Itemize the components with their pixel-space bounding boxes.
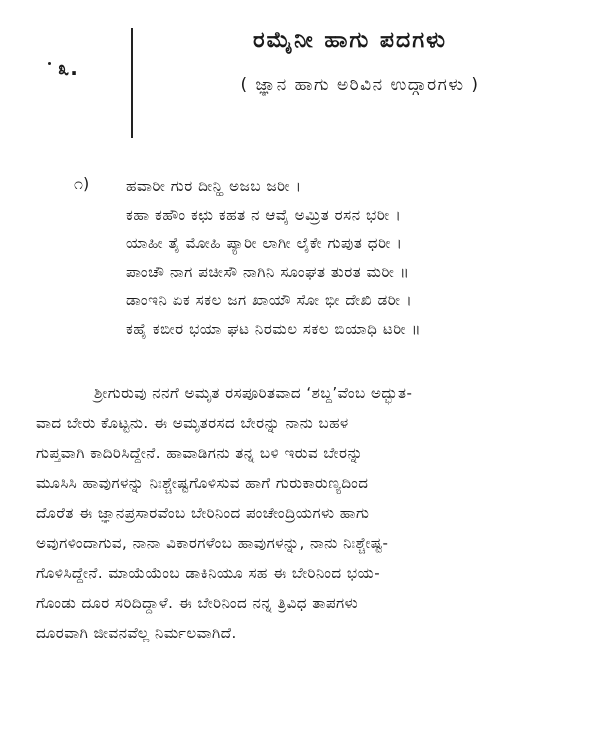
verse-lines <box>126 172 576 344</box>
commentary-line: ಮೂಸಿಸಿ ಹಾವುಗಳನ್ನು ನಿಃಶ್ಚೇಷ್ಟಗೊಳಿಸುವ ಹಾಗೆ ಗುರುಕಾರುಣ್ಯದಿಂದ <box>36 474 369 492</box>
verse-line: ಡಾಂಇನಿ ಏಕ ಸಕಲ ಜಗ ಖಾಯೌ ಸೋ ಭೀ ದೇಖಿ ಡರೀ । <box>126 291 413 310</box>
commentary-line: ದೂರವಾಗಿ ಜೀವನವೆಲ್ಲ ನಿರ್ಮಲವಾಗಿದೆ. <box>36 624 237 642</box>
verse-line: ಕಹಾ ಕಹೌಂ ಕಛು ಕಹತ ನ ಆವೈ ಅಮ್ರಿತ ರಸನ ಭರೀ । <box>126 205 402 224</box>
commentary-line: ಅವುಗಳಿಂದಾಗುವ, ನಾನಾ ವಿಕಾರಗಳೆಂಬ ಹಾವುಗಳನ್ನು, ನಾನು ನಿಃಶ್ಚೇಷ್ಟ- <box>36 534 389 552</box>
commentary-line: ವಾದ ಬೇರು ಕೊಟ್ಟನು. ಈ ಅಮೃತರಸದ ಬೇರನ್ನು ನಾನು ಬಹಳ <box>36 414 349 432</box>
commentary-line: ಗುಪ್ತವಾಗಿ ಕಾದಿರಿಸಿದ್ದೇನೆ. ಹಾವಾಡಿಗನು ತನ್ನ ಬಳಿ ಇರುವ ಬೇರನ್ನು <box>36 444 364 462</box>
commentary-line: ದೊರೆತ ಈ ಜ್ಞಾನಪ್ರಸಾರವೆಂಬ ಬೇರಿನಿಂದ ಪಂಚೇಂದ್ರಿಯಗಳು ಹಾಗು <box>36 504 370 522</box>
verse-line: ಯಾಹೀ ತೈ ಮೋಹಿ ಪ್ಯಾರೀ ಲಾಗೀ ಲೈಕೇ ಗುಪುತ ಧರೀ । <box>126 234 403 253</box>
verse-line: ಹವಾರೀ ಗುರ ದೀನ್ಹಿ ಅಜಬ ಜರೀ । <box>126 177 302 195</box>
chapter-subtitle: ( ಜ್ಞಾನ ಹಾಗು ಅರಿವಿನ ಉದ್ಗಾರಗಳು ) <box>240 75 480 95</box>
commentary-line: ಶ್ರೀಗುರುವು ನನಗೆ ಅಮೃತ ರಸಪೂರಿತವಾದ ‘ಶಬ್ದ’ವೆಂಬ ಅದ್ಭುತ- <box>94 384 413 402</box>
vertical-rule-divider <box>131 28 133 138</box>
chapter-number: ೩. <box>58 56 79 80</box>
commentary-line: ಗೊಳಿಸಿದ್ದೇನೆ. ಮಾಯೆಯೆಂಬ ಡಾಕಿನಿಯೂ ಸಹ ಈ ಬೇರಿನಿಂದ ಭಯ- <box>36 564 381 582</box>
commentary-line: ಗೊಂಡು ದೂರ ಸರಿದಿದ್ದಾಳೆ. ಈ ಬೇರಿನಿಂದ ನನ್ನ ತ್ರಿವಿಧ ತಾಪಗಳು <box>36 594 359 612</box>
verse-line: ಕಹೈ ಕಬೀರ ಭಯಾ ಘಟ ನಿರಮಲ ಸಕಲ ಬಿಯಾಧಿ ಟರೀ ॥ <box>126 319 422 338</box>
verse-line: ಪಾಂಚೌ ನಾಗ ಪಚೀಸೌ ನಾಗಿನಿ ಸೂಂಘತ ತುರತ ಮರೀ ॥ <box>126 262 410 281</box>
commentary-paragraph <box>36 378 570 648</box>
verse-number: ೧) <box>74 174 90 193</box>
chapter-title: ರಮೈನೀ ಹಾಗು ಪದಗಳು <box>252 28 448 53</box>
